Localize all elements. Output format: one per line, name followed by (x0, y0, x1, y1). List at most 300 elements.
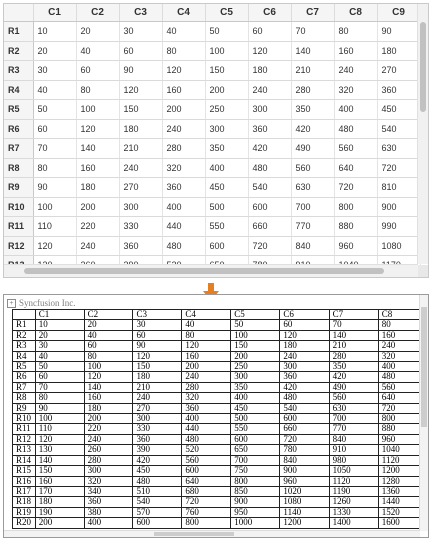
grid-column-header[interactable]: C1 (33, 4, 76, 22)
sheet-row-header[interactable]: R3 (13, 341, 36, 351)
sheet-cell[interactable]: 100 (84, 362, 133, 372)
sheet-cell[interactable]: 180 (35, 497, 84, 507)
grid-cell[interactable]: 990 (377, 217, 420, 237)
grid-cell[interactable]: 90 (119, 61, 162, 81)
sheet-cell[interactable]: 450 (231, 403, 280, 413)
grid-cell[interactable]: 90 (33, 178, 76, 198)
sheet-cell[interactable]: 60 (35, 372, 84, 382)
grid-cell[interactable]: 280 (162, 139, 205, 159)
sheet-cell[interactable]: 150 (35, 466, 84, 476)
sheet-cell[interactable]: 1020 (280, 486, 329, 496)
sheet-cell[interactable]: 240 (84, 434, 133, 444)
grid-cell[interactable]: 240 (76, 236, 119, 256)
grid-cell[interactable]: 630 (291, 178, 334, 198)
sheet-cell[interactable]: 640 (182, 476, 231, 486)
sheet-column-header[interactable]: C3 (133, 310, 182, 320)
grid-cell[interactable]: 280 (291, 80, 334, 100)
sheet-cell[interactable]: 60 (280, 320, 329, 330)
sheet-cell[interactable]: 170 (35, 486, 84, 496)
grid-vertical-scroll-thumb[interactable] (420, 22, 426, 112)
sheet-cell[interactable]: 50 (231, 320, 280, 330)
grid-cell[interactable]: 720 (248, 236, 291, 256)
grid-cell[interactable]: 660 (248, 217, 291, 237)
grid-row-header[interactable]: R5 (4, 100, 33, 120)
grid-column-header[interactable]: C6 (248, 4, 291, 22)
grid-cell[interactable]: 400 (205, 158, 248, 178)
sheet-cell[interactable]: 140 (35, 455, 84, 465)
sheet-cell[interactable]: 160 (182, 351, 231, 361)
sheet-cell[interactable]: 480 (280, 393, 329, 403)
sheet-cell[interactable]: 200 (35, 518, 84, 528)
sheet-cell[interactable]: 60 (84, 341, 133, 351)
grid-cell[interactable]: 1080 (377, 236, 420, 256)
sheet-cell[interactable]: 80 (378, 320, 427, 330)
grid-cell[interactable]: 150 (205, 61, 248, 81)
sheet-cell[interactable]: 160 (35, 476, 84, 486)
sheet-cell[interactable]: 900 (280, 466, 329, 476)
grid-cell[interactable]: 80 (162, 41, 205, 61)
sheet-row-header[interactable]: R11 (13, 424, 36, 434)
sheet-cell[interactable]: 80 (35, 393, 84, 403)
sheet-cell[interactable]: 800 (378, 414, 427, 424)
sheet-cell[interactable]: 360 (84, 497, 133, 507)
sheet-column-header[interactable]: C2 (84, 310, 133, 320)
sheet-cell[interactable]: 1400 (329, 518, 378, 528)
sheet-cell[interactable]: 1190 (329, 486, 378, 496)
sheet-cell[interactable]: 360 (280, 372, 329, 382)
sheet-cell[interactable]: 240 (182, 372, 231, 382)
grid-cell[interactable]: 400 (334, 100, 377, 120)
grid-cell[interactable]: 100 (205, 41, 248, 61)
grid-cell[interactable]: 70 (33, 139, 76, 159)
grid-cell[interactable]: 240 (162, 119, 205, 139)
grid-cell[interactable]: 110 (33, 217, 76, 237)
grid-cell[interactable]: 120 (76, 119, 119, 139)
grid-cell[interactable]: 480 (248, 158, 291, 178)
sheet-cell[interactable]: 1360 (378, 486, 427, 496)
grid-cell[interactable]: 180 (76, 178, 119, 198)
sheet-cell[interactable]: 900 (231, 497, 280, 507)
sheet-cell[interactable]: 1050 (329, 466, 378, 476)
grid-horizontal-scroll-thumb[interactable] (24, 268, 384, 274)
sheet-cell[interactable]: 1520 (378, 507, 427, 517)
grid-cell[interactable]: 140 (76, 139, 119, 159)
grid-cell[interactable]: 600 (248, 197, 291, 217)
sheet-cell[interactable]: 240 (133, 393, 182, 403)
sheet-cell[interactable]: 90 (133, 341, 182, 351)
sheet-cell[interactable]: 560 (182, 455, 231, 465)
sheet-cell[interactable]: 640 (378, 393, 427, 403)
sheet-cell[interactable]: 180 (280, 341, 329, 351)
sheet-row-header[interactable]: R2 (13, 330, 36, 340)
sheet-cell[interactable]: 240 (280, 351, 329, 361)
sheet-cell[interactable]: 140 (84, 382, 133, 392)
sheet-cell[interactable]: 180 (133, 372, 182, 382)
sheet-column-header[interactable]: C5 (231, 310, 280, 320)
grid-cell[interactable]: 450 (205, 178, 248, 198)
sheet-vertical-scrollbar[interactable] (419, 295, 428, 531)
sheet-row-header[interactable]: R16 (13, 476, 36, 486)
grid-cell[interactable]: 360 (248, 119, 291, 139)
sheet-cell[interactable]: 200 (182, 362, 231, 372)
grid-cell[interactable]: 880 (334, 217, 377, 237)
sheet-cell[interactable]: 200 (84, 414, 133, 424)
sheet-cell[interactable]: 770 (329, 424, 378, 434)
sheet-cell[interactable]: 440 (182, 424, 231, 434)
sheet-row-header[interactable]: R20 (13, 518, 36, 528)
sheet-cell[interactable]: 1120 (378, 455, 427, 465)
sheet-cell[interactable]: 1140 (280, 507, 329, 517)
sheet-cell[interactable]: 120 (182, 341, 231, 351)
grid-cell[interactable]: 600 (205, 236, 248, 256)
grid-cell[interactable]: 810 (377, 178, 420, 198)
sheet-horizontal-scrollbar[interactable] (4, 530, 420, 537)
sheet-cell[interactable]: 300 (133, 414, 182, 424)
grid-cell[interactable]: 480 (162, 236, 205, 256)
grid-cell[interactable]: 480 (334, 119, 377, 139)
sheet-cell[interactable]: 350 (329, 362, 378, 372)
grid-horizontal-scrollbar[interactable] (4, 264, 418, 277)
sheet-cell[interactable]: 1280 (378, 476, 427, 486)
sheet-row-header[interactable]: R6 (13, 372, 36, 382)
grid-cell[interactable]: 560 (334, 139, 377, 159)
expand-icon[interactable]: + (7, 299, 16, 308)
sheet-row-header[interactable]: R12 (13, 434, 36, 444)
grid-cell[interactable]: 440 (162, 217, 205, 237)
grid-cell[interactable]: 200 (76, 197, 119, 217)
sheet-cell[interactable]: 350 (231, 382, 280, 392)
sheet-cell[interactable]: 1040 (378, 445, 427, 455)
sheet-cell[interactable]: 80 (84, 351, 133, 361)
sheet-row-header[interactable]: R9 (13, 403, 36, 413)
grid-cell[interactable]: 300 (248, 100, 291, 120)
sheet-row-header[interactable]: R15 (13, 466, 36, 476)
grid-cell[interactable]: 560 (291, 158, 334, 178)
sheet-cell[interactable]: 150 (133, 362, 182, 372)
grid-cell[interactable]: 330 (119, 217, 162, 237)
sheet-cell[interactable]: 50 (35, 362, 84, 372)
grid-vertical-scrollbar[interactable] (417, 4, 428, 264)
grid-column-header[interactable]: C9 (377, 4, 420, 22)
sheet-horizontal-scroll-thumb[interactable] (154, 532, 234, 536)
sheet-column-header[interactable]: C1 (35, 310, 84, 320)
sheet-cell[interactable]: 500 (231, 414, 280, 424)
sheet-cell[interactable]: 380 (84, 507, 133, 517)
sheet-cell[interactable]: 1600 (378, 518, 427, 528)
sheet-cell[interactable]: 1000 (231, 518, 280, 528)
grid-row-header[interactable]: R10 (4, 197, 33, 217)
sheet-cell[interactable]: 280 (84, 455, 133, 465)
sheet-cell[interactable]: 560 (378, 382, 427, 392)
grid-column-header[interactable]: C8 (334, 4, 377, 22)
sheet-column-header[interactable]: C6 (280, 310, 329, 320)
grid-cell[interactable]: 180 (119, 119, 162, 139)
sheet-cell[interactable]: 280 (329, 351, 378, 361)
sheet-column-header[interactable]: C8 (378, 310, 427, 320)
sheet-cell[interactable]: 130 (35, 445, 84, 455)
grid-cell[interactable]: 40 (33, 80, 76, 100)
sheet-cell[interactable]: 320 (378, 351, 427, 361)
grid-cell[interactable]: 180 (377, 41, 420, 61)
sheet-cell[interactable]: 630 (329, 403, 378, 413)
sheet-cell[interactable]: 10 (35, 320, 84, 330)
sheet-cell[interactable]: 160 (378, 330, 427, 340)
sheet-cell[interactable]: 270 (133, 403, 182, 413)
sheet-cell[interactable]: 20 (84, 320, 133, 330)
sheet-cell[interactable]: 840 (329, 434, 378, 444)
sheet-cell[interactable]: 600 (280, 414, 329, 424)
grid-cell[interactable]: 720 (377, 158, 420, 178)
grid-cell[interactable]: 210 (291, 61, 334, 81)
sheet-column-header[interactable]: C4 (182, 310, 231, 320)
grid-column-header[interactable]: C5 (205, 4, 248, 22)
sheet-cell[interactable]: 240 (378, 341, 427, 351)
sheet-column-header[interactable]: C7 (329, 310, 378, 320)
sheet-cell[interactable]: 220 (84, 424, 133, 434)
grid-cell[interactable]: 200 (205, 80, 248, 100)
sheet-cell[interactable]: 800 (182, 518, 231, 528)
sheet-cell[interactable]: 260 (84, 445, 133, 455)
grid-cell[interactable]: 10 (33, 22, 76, 42)
grid-cell[interactable]: 100 (33, 197, 76, 217)
sheet-cell[interactable]: 540 (280, 403, 329, 413)
sheet-cell[interactable]: 360 (133, 434, 182, 444)
sheet-cell[interactable]: 390 (133, 445, 182, 455)
sheet-cell[interactable]: 850 (231, 486, 280, 496)
sheet-cell[interactable]: 510 (133, 486, 182, 496)
sheet-row-header[interactable]: R18 (13, 497, 36, 507)
grid-cell[interactable]: 150 (119, 100, 162, 120)
sheet-row-header[interactable]: R5 (13, 362, 36, 372)
grid-cell[interactable]: 220 (76, 217, 119, 237)
sheet-cell[interactable]: 120 (280, 330, 329, 340)
grid-row-header[interactable]: R6 (4, 119, 33, 139)
grid-cell[interactable]: 360 (119, 236, 162, 256)
sheet-cell[interactable]: 20 (35, 330, 84, 340)
grid-cell[interactable]: 160 (334, 41, 377, 61)
sheet-row-header[interactable]: R4 (13, 351, 36, 361)
grid-cell[interactable]: 720 (334, 178, 377, 198)
sheet-cell[interactable]: 480 (133, 476, 182, 486)
sheet-cell[interactable]: 190 (35, 507, 84, 517)
sheet-cell[interactable]: 1440 (378, 497, 427, 507)
grid-cell[interactable]: 250 (205, 100, 248, 120)
sheet-cell[interactable]: 760 (182, 507, 231, 517)
sheet-cell[interactable]: 300 (84, 466, 133, 476)
sheet-cell[interactable]: 210 (329, 341, 378, 351)
grid-cell[interactable]: 960 (334, 236, 377, 256)
grid-cell[interactable]: 420 (291, 119, 334, 139)
sheet-cell[interactable]: 1200 (378, 466, 427, 476)
grid-cell[interactable]: 640 (334, 158, 377, 178)
grid-cell[interactable]: 840 (291, 236, 334, 256)
grid-cell[interactable]: 320 (334, 80, 377, 100)
grid-cell[interactable]: 540 (248, 178, 291, 198)
sheet-cell[interactable]: 360 (182, 403, 231, 413)
grid-cell[interactable]: 30 (119, 22, 162, 42)
sheet-cell[interactable]: 780 (280, 445, 329, 455)
grid-cell[interactable]: 40 (162, 22, 205, 42)
grid-row-header[interactable]: R1 (4, 22, 33, 42)
sheet-row-header[interactable]: R19 (13, 507, 36, 517)
sheet-cell[interactable]: 330 (133, 424, 182, 434)
sheet-cell[interactable]: 570 (133, 507, 182, 517)
grid-cell[interactable]: 540 (377, 119, 420, 139)
sheet-cell[interactable]: 30 (133, 320, 182, 330)
sheet-cell[interactable]: 40 (84, 330, 133, 340)
grid-cell[interactable]: 240 (119, 158, 162, 178)
sheet-cell[interactable]: 1200 (280, 518, 329, 528)
grid-row-header[interactable]: R7 (4, 139, 33, 159)
sheet-cell[interactable]: 160 (84, 393, 133, 403)
sheet-cell[interactable]: 720 (182, 497, 231, 507)
grid-cell[interactable]: 50 (33, 100, 76, 120)
grid-cell[interactable]: 350 (205, 139, 248, 159)
sheet-cell[interactable]: 600 (133, 518, 182, 528)
sheet-cell[interactable]: 680 (182, 486, 231, 496)
sheet-cell[interactable]: 660 (280, 424, 329, 434)
grid-cell[interactable]: 70 (291, 22, 334, 42)
grid-cell[interactable]: 80 (76, 80, 119, 100)
sheet-row-header[interactable]: R7 (13, 382, 36, 392)
grid-cell[interactable]: 60 (76, 61, 119, 81)
grid-cell[interactable]: 700 (291, 197, 334, 217)
grid-cell[interactable]: 360 (377, 80, 420, 100)
sheet-cell[interactable]: 720 (378, 403, 427, 413)
grid-row-header[interactable]: R2 (4, 41, 33, 61)
sheet-cell[interactable]: 540 (133, 497, 182, 507)
grid-row-header[interactable]: R9 (4, 178, 33, 198)
sheet-cell[interactable]: 490 (329, 382, 378, 392)
sheet-cell[interactable]: 400 (84, 518, 133, 528)
grid-corner-header[interactable] (4, 4, 33, 22)
grid-cell[interactable]: 30 (33, 61, 76, 81)
sheet-cell[interactable]: 720 (280, 434, 329, 444)
grid-cell[interactable]: 200 (162, 100, 205, 120)
grid-cell[interactable]: 300 (205, 119, 248, 139)
grid-cell[interactable]: 20 (33, 41, 76, 61)
sheet-cell[interactable]: 520 (182, 445, 231, 455)
grid-cell[interactable]: 770 (291, 217, 334, 237)
sheet-cell[interactable]: 200 (231, 351, 280, 361)
sheet-cell[interactable]: 750 (231, 466, 280, 476)
grid-cell[interactable]: 120 (248, 41, 291, 61)
sheet-cell[interactable]: 30 (35, 341, 84, 351)
sheet-cell[interactable]: 960 (378, 434, 427, 444)
grid-cell[interactable]: 630 (377, 139, 420, 159)
sheet-cell[interactable]: 880 (378, 424, 427, 434)
sheet-cell[interactable]: 400 (231, 393, 280, 403)
grid-cell[interactable]: 100 (76, 100, 119, 120)
grid-cell[interactable]: 50 (205, 22, 248, 42)
sheet-cell[interactable]: 400 (182, 414, 231, 424)
grid-cell[interactable]: 60 (33, 119, 76, 139)
grid-cell[interactable]: 160 (76, 158, 119, 178)
sheet-row-header[interactable]: R14 (13, 455, 36, 465)
grid-cell[interactable]: 240 (248, 80, 291, 100)
sheet-cell[interactable]: 70 (35, 382, 84, 392)
sheet-cell[interactable]: 650 (231, 445, 280, 455)
sheet-cell[interactable]: 320 (182, 393, 231, 403)
sheet-cell[interactable]: 150 (231, 341, 280, 351)
sheet-cell[interactable]: 700 (231, 455, 280, 465)
sheet-cell[interactable]: 90 (35, 403, 84, 413)
sheet-cell[interactable]: 120 (133, 351, 182, 361)
grid-cell[interactable]: 360 (162, 178, 205, 198)
grid-cell[interactable]: 160 (162, 80, 205, 100)
sheet-cell[interactable]: 340 (84, 486, 133, 496)
grid-cell[interactable]: 420 (248, 139, 291, 159)
grid-cell[interactable]: 500 (205, 197, 248, 217)
sheet-cell[interactable]: 950 (231, 507, 280, 517)
grid-cell[interactable]: 350 (291, 100, 334, 120)
sheet-cell[interactable]: 420 (329, 372, 378, 382)
sheet-cell[interactable]: 300 (280, 362, 329, 372)
sheet-cell[interactable]: 400 (378, 362, 427, 372)
grid-cell[interactable]: 800 (334, 197, 377, 217)
sheet-row-header[interactable]: R8 (13, 393, 36, 403)
grid-column-header[interactable]: C3 (119, 4, 162, 22)
grid-column-header[interactable]: C2 (76, 4, 119, 22)
sheet-cell[interactable]: 420 (280, 382, 329, 392)
grid-row-header[interactable]: R11 (4, 217, 33, 237)
sheet-cell[interactable]: 840 (280, 455, 329, 465)
sheet-cell[interactable]: 960 (280, 476, 329, 486)
sheet-cell[interactable]: 300 (231, 372, 280, 382)
grid-cell[interactable]: 80 (334, 22, 377, 42)
sheet-row-header[interactable]: R13 (13, 445, 36, 455)
sheet-cell[interactable]: 180 (84, 403, 133, 413)
sheet-cell[interactable]: 210 (133, 382, 182, 392)
grid-cell[interactable]: 270 (119, 178, 162, 198)
sheet-cell[interactable]: 600 (182, 466, 231, 476)
sheet-row-header[interactable]: R10 (13, 414, 36, 424)
sheet-cell[interactable]: 250 (231, 362, 280, 372)
sheet-vertical-scroll-thumb[interactable] (421, 307, 427, 427)
sheet-cell[interactable]: 140 (329, 330, 378, 340)
sheet-cell[interactable]: 320 (84, 476, 133, 486)
sheet-cell[interactable]: 120 (84, 372, 133, 382)
sheet-cell[interactable]: 120 (35, 434, 84, 444)
grid-cell[interactable]: 300 (119, 197, 162, 217)
grid-cell[interactable]: 20 (76, 22, 119, 42)
grid-column-header[interactable]: C4 (162, 4, 205, 22)
sheet-cell[interactable]: 100 (35, 414, 84, 424)
grid-cell[interactable]: 40 (76, 41, 119, 61)
sheet-cell[interactable]: 550 (231, 424, 280, 434)
sheet-cell[interactable]: 60 (133, 330, 182, 340)
grid-cell[interactable]: 60 (248, 22, 291, 42)
grid-cell[interactable]: 270 (377, 61, 420, 81)
grid-cell[interactable]: 60 (119, 41, 162, 61)
grid-cell[interactable]: 900 (377, 197, 420, 217)
grid-control[interactable] (3, 3, 429, 278)
grid-cell[interactable]: 80 (33, 158, 76, 178)
grid-cell[interactable]: 120 (119, 80, 162, 100)
sheet-cell[interactable]: 1260 (329, 497, 378, 507)
sheet-corner-cell[interactable] (13, 310, 36, 320)
sheet-cell[interactable]: 700 (329, 414, 378, 424)
grid-cell[interactable]: 320 (162, 158, 205, 178)
grid-cell[interactable]: 180 (248, 61, 291, 81)
sheet-cell[interactable]: 800 (231, 476, 280, 486)
grid-cell[interactable]: 120 (162, 61, 205, 81)
sheet-cell[interactable]: 600 (231, 434, 280, 444)
sheet-cell[interactable]: 910 (329, 445, 378, 455)
sheet-cell[interactable]: 40 (182, 320, 231, 330)
grid-cell[interactable]: 210 (119, 139, 162, 159)
sheet-cell[interactable]: 100 (231, 330, 280, 340)
